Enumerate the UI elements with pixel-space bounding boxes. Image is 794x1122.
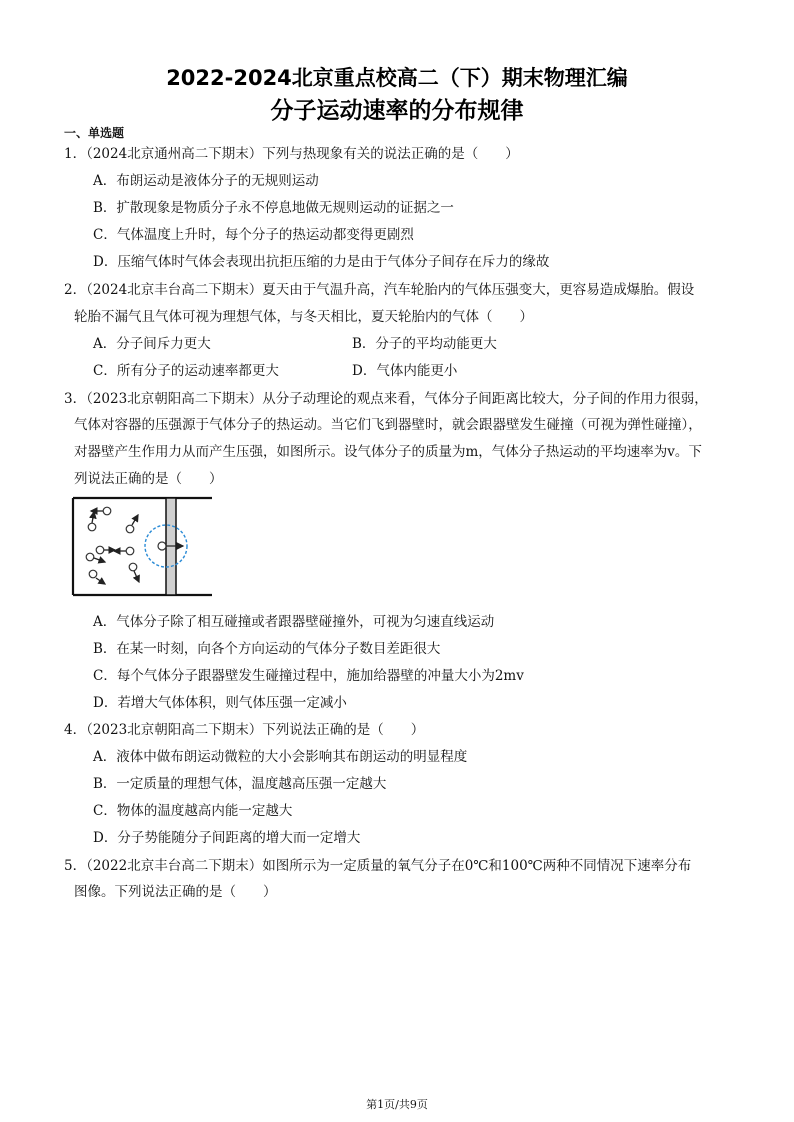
velocity-arrow xyxy=(92,512,94,523)
question-2-option-b: B．分子的平均动能更大 xyxy=(352,336,497,352)
question-5-stem-cont: 图像。下列说法正确的是（ ） xyxy=(74,884,277,900)
question-3-stem-cont1: 气体对容器的压强源于气体分子的热运动。当它们飞到器壁时，就会跟器壁发生碰撞（可视为弹性碰撞）， xyxy=(74,417,702,433)
question-2-stem: 2．（2024北京丰台高二下期末）夏天由于气温升高，汽车轮胎内的气体压强变大，更容易造成爆胎。假设 xyxy=(64,282,695,298)
page-footer: 第1页/共9页 xyxy=(366,1098,428,1111)
question-4-option-d: D．分子势能随分子间距离的增大而一定增大 xyxy=(93,830,361,846)
section-heading: 一、单选题 xyxy=(64,126,125,140)
question-1-option-c: C．气体温度上升时，每个分子的热运动都变得更剧烈 xyxy=(93,227,414,243)
molecule xyxy=(96,546,104,554)
molecule xyxy=(103,507,111,515)
doc-title: 2022-2024北京重点校高二（下）期末物理汇编 xyxy=(166,66,628,90)
question-3-option-d: D．若增大气体体积，则气体压强一定减小 xyxy=(93,695,347,711)
molecule xyxy=(126,547,134,555)
gas-container-figure xyxy=(70,494,216,604)
question-4-option-a: A．液体中做布朗运动微粒的大小会影响其布朗运动的明显程度 xyxy=(93,749,468,765)
question-2-option-a: A．分子间斥力更大 xyxy=(93,336,211,352)
molecule xyxy=(89,570,97,578)
question-3-stem-cont3: 列说法正确的是（ ） xyxy=(74,471,223,487)
question-2-option-c: C．所有分子的运动速率都更大 xyxy=(93,363,279,379)
molecule-colliding xyxy=(158,542,166,550)
question-3-stem: 3．（2023北京朝阳高二下期末）从分子动理论的观点来看，气体分子间距离比较大，分子间的作用力很弱， xyxy=(64,391,708,407)
molecule xyxy=(129,563,137,571)
doc-subtitle: 分子运动速率的分布规律 xyxy=(270,98,524,124)
question-4-option-b: B．一定质量的理想气体，温度越高压强一定越大 xyxy=(93,776,387,792)
question-3-option-c: C．每个气体分子跟器壁发生碰撞过程中，施加给器壁的冲量大小为2mv xyxy=(93,668,524,684)
question-3-stem-cont2: 对器壁产生作用力从而产生压强，如图所示。设气体分子的质量为m，气体分子热运动的平均速率为v。下 xyxy=(74,444,702,460)
question-4-option-c: C．物体的温度越高内能一定越大 xyxy=(93,803,293,819)
molecule xyxy=(86,553,94,561)
question-3-option-b: B．在某一时刻，向各个方向运动的气体分子数目差距很大 xyxy=(93,641,441,657)
question-5-stem: 5．（2022北京丰台高二下期末）如图所示为一定质量的氧气分子在0℃和100℃两种不同情况下速率分布 xyxy=(64,858,692,874)
question-1-stem: 1．（2024北京通州高二下期末）下列与热现象有关的说法正确的是（ ） xyxy=(64,146,519,162)
velocity-arrow xyxy=(132,515,138,525)
question-1-option-d: D．压缩气体时气体会表现出抗拒压缩的力是由于气体分子间存在斥力的缘故 xyxy=(93,254,550,270)
velocity-arrow xyxy=(96,578,105,584)
question-3-option-a: A．气体分子除了相互碰撞或者跟器壁碰撞外，可视为匀速直线运动 xyxy=(93,614,495,630)
question-1-option-b: B．扩散现象是物质分子永不停息地做无规则运动的证据之一 xyxy=(93,200,454,216)
velocity-arrow xyxy=(134,571,139,582)
question-4-stem: 4．（2023北京朝阳高二下期末）下列说法正确的是（ ） xyxy=(64,722,425,738)
velocity-arrow xyxy=(94,558,105,562)
question-2-stem-cont: 轮胎不漏气且气体可视为理想气体，与冬天相比，夏天轮胎内的气体（ ） xyxy=(74,309,533,325)
molecule xyxy=(126,525,134,533)
question-2-option-d: D．气体内能更小 xyxy=(352,363,458,379)
question-1-option-a: A．布朗运动是液体分子的无规则运动 xyxy=(93,173,319,189)
molecule xyxy=(88,523,96,531)
